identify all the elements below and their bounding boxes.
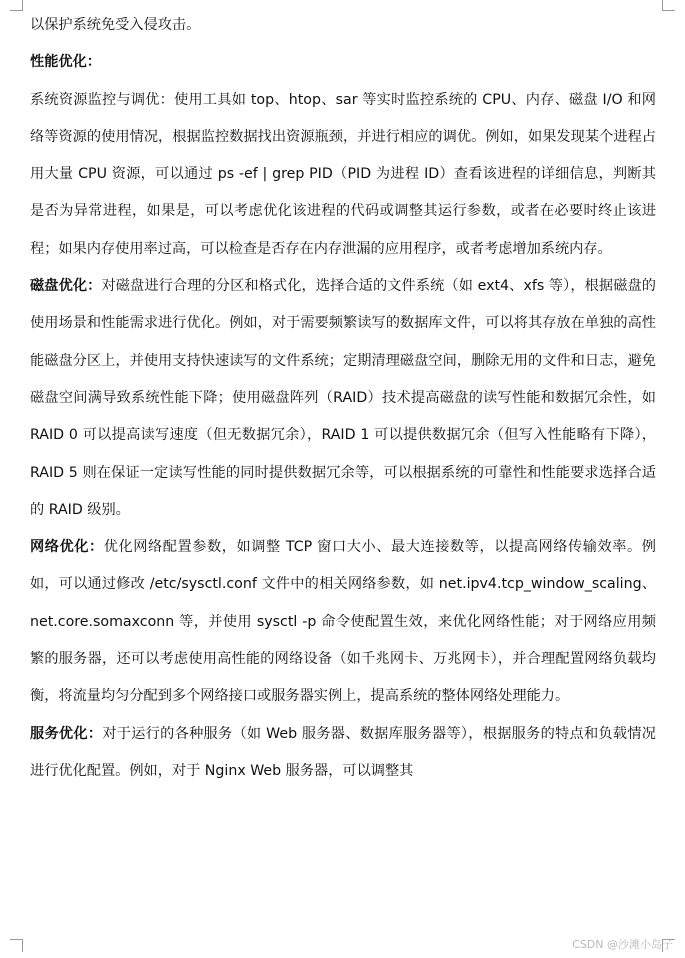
disk-optimization-label: 磁盘优化： — [30, 278, 102, 295]
paragraph-resource-monitoring: 系统资源监控与调优：使用工具如 top、htop、sar 等实时监控系统的 CPU、内存、磁盘 I/O 和网络等资源的使用情况，根据监控数据找出资源瓶颈，并进行相应的调优。例如，如果发现某个进程占用大量 CPU 资源，可以通过 ps -ef | grep PID（PID 为进程 ID）查看该进程的详细信息，判断其是否为异常进程，如果是，可以考虑优化该进程的代码或调整其运行参数，或者在必要时终止该进程；如果内存使用率过高，可以检查是否存在内存泄漏的应用程序，或者考虑增加系统内存。 — [30, 91, 656, 257]
disk-optimization-text: 对磁盘进行合理的分区和格式化，选择合适的文件系统（如 ext4、xfs 等），根据磁盘的使用场景和性能需求进行优化。例如，对于需要频繁读写的数据库文件，可以将其存放在单独的高性能磁盘分区上，并使用支持快速读写的文件系统；定期清理磁盘空间，删除无用的文件和日志，避免磁盘空间满导致系统性能下降；使用磁盘阵列（RAID）技术提高磁盘的读写性能和数据冗余性，如 RAID 0 可以提高读写速度（但无数据冗余），RAID 1 可以提供数据冗余（但写入性能略有下降），RAID 5 则在保证一定读写性能的同时提供数据冗余等，可以根据系统的可靠性和性能要求选择合适的 RAID 级别。 — [30, 278, 656, 518]
paragraph-network-optimization — [30, 529, 656, 715]
service-optimization-text: 对于运行的各种服务（如 Web 服务器、数据库服务器等），根据服务的特点和负载情况进行优化配置。例如，对于 Nginx Web 服务器，可以调整其 — [30, 725, 656, 779]
crop-mark-top-left — [10, 0, 23, 11]
network-optimization-text: 优化网络配置参数，如调整 TCP 窗口大小、最大连接数等，以提高网络传输效率。例如，可以通过修改 /etc/sysctl.conf 文件中的相关网络参数，如 net.ipv4.tcp_window_scaling、net.core.somaxconn 等，并使用 sysctl -p 命令使配置生效，来优化网络性能；对于网络应用频繁的服务器，还可以考虑使用高性能的网络设备（如千兆网卡、万兆网卡），并合理配置网络负载均衡，将流量均匀分配到多个网络接口或服务器实例上，提高系统的整体网络处理能力。 — [30, 539, 656, 705]
document-body — [30, 7, 656, 790]
crop-mark-top-right — [662, 0, 675, 11]
paragraph-intro-end: 以保护系统免受入侵攻击。 — [30, 17, 201, 33]
heading-performance: 性能优化： — [30, 54, 101, 71]
network-optimization-label: 网络优化： — [30, 539, 104, 556]
crop-mark-bottom-left — [10, 939, 23, 952]
paragraph-disk-optimization — [30, 268, 656, 529]
service-optimization-label: 服务优化： — [30, 725, 103, 742]
watermark: CSDN @沙滩小岛子 — [572, 938, 673, 951]
paragraph-service-optimization — [30, 716, 656, 791]
